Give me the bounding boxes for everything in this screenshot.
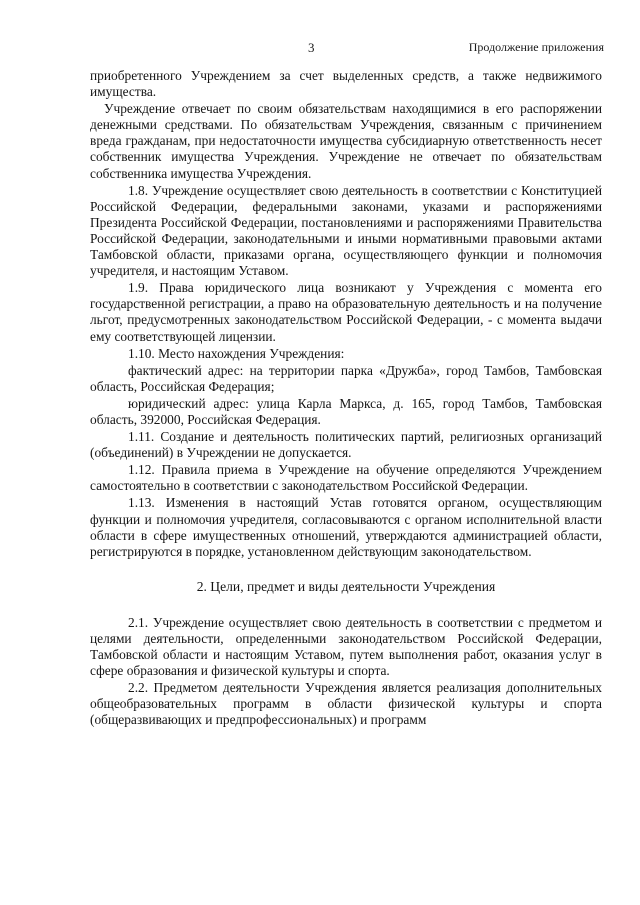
- document-body: [90, 68, 602, 730]
- paragraph: приобретенного Учреждением за счет выделенных средств, а также недвижимого имущества.: [90, 68, 602, 100]
- paragraph: Учреждение отвечает по своим обязательствам находящимися в его распоряжении денежными средствами. По обязательствам Учреждения, связанным с причинением вреда гражданам, при недостаточности имущества субсидиарную ответственность несет собственник имущества Учреждения. Учреждение не отвечает по обязательствам собственника имущества Учреждения.: [90, 101, 602, 181]
- paragraph-2-1: 2.1. Учреждение осуществляет свою деятельность в соответствии с предметом и целями деятельности, определенными законодательством Российской Федерации, Тамбовской области и настоящим Уставом, путем выполнения работ, оказания услуг в сфере образования и физической культуры и спорта.: [90, 614, 602, 679]
- section-heading: 2. Цели, предмет и виды деятельности Учреждения: [196, 578, 496, 594]
- paragraph-1-13: 1.13. Изменения в настоящий Устав готовятся органом, осуществляющим функции и полномочия учредителя, согласовываются с органом исполнительной власти области в сфере имущественных отношений, утверждаются администрацией области, регистрируются в порядке, установленном действующим законодательством.: [90, 495, 602, 559]
- paragraph-1-8: 1.8. Учреждение осуществляет свою деятельность в соответствии с Конституцией Российской Федерации, федеральными законами, указами и распоряжениями Президента Российской Федерации, постановлениями и распоряжениями Правительства Российской Федерации, законодательными и иными нормативными правовыми актами Тамбовской области, приказами органа, осуществляющего функции и полномочия учредителя, и настоящим Уставом.: [90, 182, 602, 279]
- paragraph-legal-address: юридический адрес: улица Карла Маркса, д. 165, город Тамбов, Тамбовская область, 392000, Российская Федерация.: [90, 395, 602, 427]
- paragraph-1-12: 1.12. Правила приема в Учреждение на обучение определяются Учреждением самостоятельно в соответствии с законодательством Российской Федерации.: [90, 462, 602, 494]
- page-number: 3: [308, 40, 315, 55]
- header-title: Продолжение приложения: [468, 40, 604, 54]
- paragraph-2-2: 2.2. Предметом деятельности Учреждения является реализация дополнительных общеобразовательных программ в области физической культуры и спорта (общеразвивающих и предпрофессиональных) и программ: [90, 680, 602, 728]
- paragraph-1-9: 1.9. Права юридического лица возникают у Учреждения с момента его государственной регистрации, а право на образовательную деятельность и на получение льгот, предусмотренных законодательством Российской Федерации, - с момента выдачи ему соответствующей лицензии.: [90, 280, 602, 344]
- paragraph-1-10: 1.10. Место нахождения Учреждения:: [128, 345, 345, 361]
- paragraph-1-11: 1.11. Создание и деятельность политических партий, религиозных организаций (объединений) в Учреждении не допускается.: [90, 429, 602, 461]
- paragraph-actual-address: фактический адрес: на территории парка «Дружба», город Тамбов, Тамбовская область, Российская Федерация;: [90, 362, 602, 394]
